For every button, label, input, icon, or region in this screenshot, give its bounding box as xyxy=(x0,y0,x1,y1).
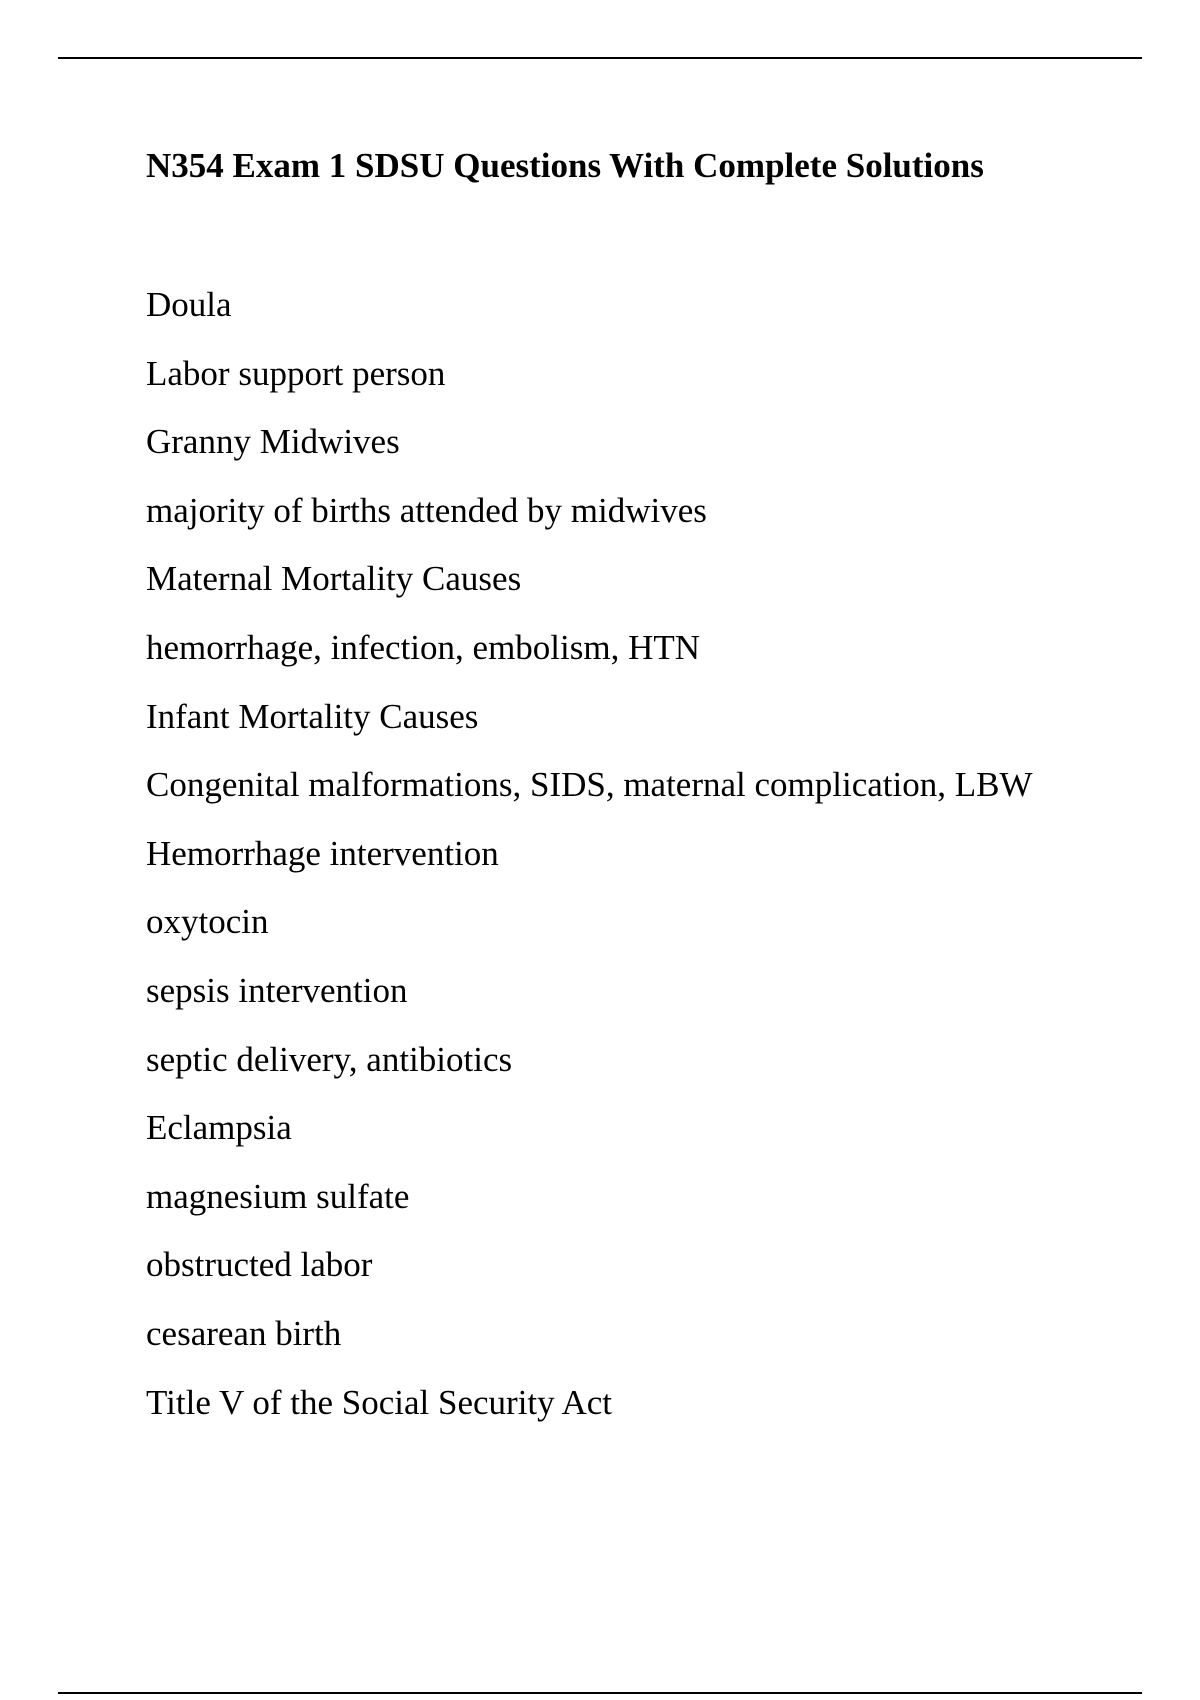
answer-line: hemorrhage, infection, embolism, HTN xyxy=(146,627,701,667)
qa-list xyxy=(146,284,1032,1450)
question-line: Granny Midwives xyxy=(146,422,400,462)
answer-line: cesarean birth xyxy=(146,1313,342,1353)
answer-line: Labor support person xyxy=(146,353,446,393)
answer-line: Congenital malformations, SIDS, maternal complication, LBW xyxy=(146,765,1033,805)
question-line: obstructed labor xyxy=(146,1245,373,1285)
answer-line: magnesium sulfate xyxy=(146,1176,410,1216)
answer-line: oxytocin xyxy=(146,902,269,942)
question-line: Doula xyxy=(146,285,232,324)
question-line: Infant Mortality Causes xyxy=(146,696,479,736)
question-line: Title V of the Social Security Act xyxy=(146,1382,613,1422)
question-line: sepsis intervention xyxy=(146,970,408,1010)
question-line: Hemorrhage intervention xyxy=(146,833,499,873)
top-divider xyxy=(58,57,1142,59)
bottom-divider xyxy=(58,1692,1142,1694)
question-line: Maternal Mortality Causes xyxy=(146,559,522,599)
document-title: N354 Exam 1 SDSU Questions With Complete Solutions xyxy=(146,146,984,185)
answer-line: septic delivery, antibiotics xyxy=(146,1039,513,1079)
answer-line: majority of births attended by midwives xyxy=(146,490,707,530)
question-line: Eclampsia xyxy=(146,1108,292,1148)
